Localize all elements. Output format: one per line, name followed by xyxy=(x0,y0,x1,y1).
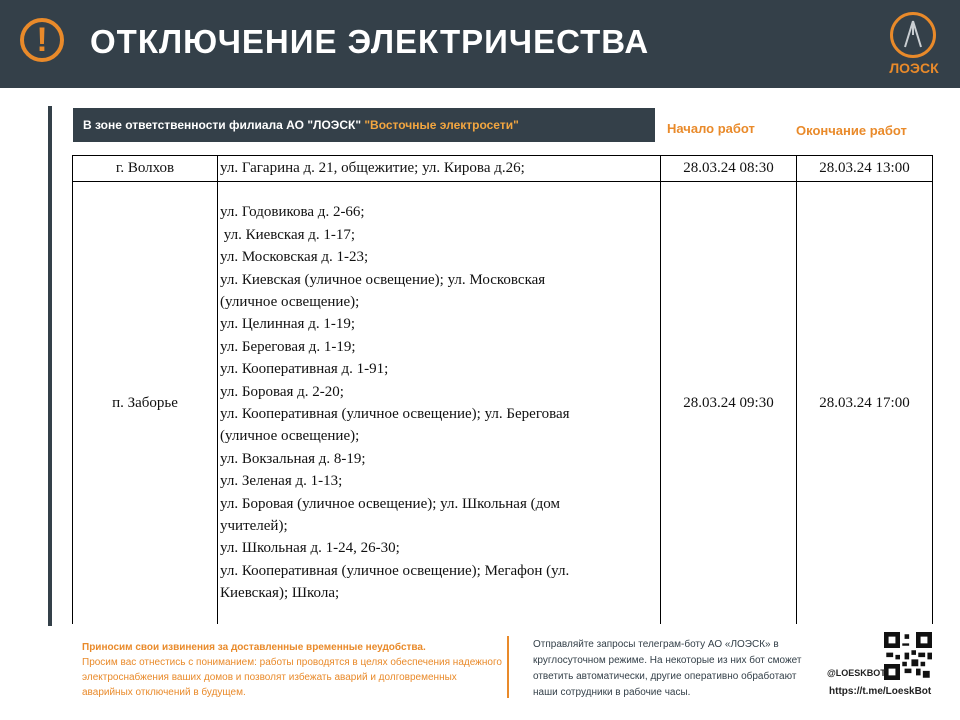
address-line: ул. Гагарина д. 21, общежитие; ул. Кирова д.26; xyxy=(220,160,525,177)
address-line: ул. Зеленая д. 1-13; xyxy=(220,473,343,490)
loesk-logo xyxy=(884,12,944,78)
outage-table xyxy=(72,155,933,624)
address-line: (уличное освещение); xyxy=(220,293,360,310)
logo-emblem-icon xyxy=(890,12,936,58)
address-line: (уличное освещение); xyxy=(220,428,360,445)
left-rule xyxy=(48,106,52,626)
address-line: ул. Московская д. 1-23; xyxy=(220,249,369,266)
header-banner xyxy=(0,0,960,88)
column-header-end: Окончание работ xyxy=(796,123,907,138)
address-cell xyxy=(218,182,661,625)
address-line: ул. Береговая д. 1-19; xyxy=(220,338,356,355)
address-line: учителей); xyxy=(220,518,288,535)
address-line: ул. Боровая (уличное освещение); ул. Школьная (дом xyxy=(220,495,560,512)
locality-cell: п. Заборье xyxy=(73,182,218,625)
address-line: ул. Школьная д. 1-24, 26-30; xyxy=(220,540,400,557)
bot-info: Отправляйте запросы телеграм-боту АО «ЛОЭСК» в круглосуточном режиме. На некоторые из них бот сможет ответить автоматически, другие оперативно обработают наши сотрудники в рабочие часы. xyxy=(533,639,802,698)
address-line: ул. Кооперативная (уличное освещение); Мегафон (ул. xyxy=(220,562,570,579)
alert-glyph: ! xyxy=(36,21,48,59)
address-line: ул. Годовикова д. 2-66; xyxy=(220,204,365,221)
table-row xyxy=(73,156,933,182)
branch-name: "Восточные электросети" xyxy=(364,118,519,132)
end-time-cell: 28.03.24 13:00 xyxy=(797,156,933,182)
address-line: ул. Боровая д. 2-20; xyxy=(220,383,344,400)
page-title: ОТКЛЮЧЕНИЕ ЭЛЕКТРИЧЕСТВА xyxy=(90,23,650,60)
bot-handle: @LOESKBOT xyxy=(827,668,886,678)
address-line: ул. Вокзальная д. 8-19; xyxy=(220,450,366,467)
footer-divider xyxy=(507,636,509,698)
bot-link[interactable]: https://t.me/LoeskBot xyxy=(829,686,932,697)
branch-prefix: В зоне ответственности филиала АО "ЛОЭСК" xyxy=(83,118,362,132)
end-time-cell: 28.03.24 17:00 xyxy=(797,182,933,625)
qr-code-icon[interactable] xyxy=(884,632,932,680)
locality-cell: г. Волхов xyxy=(73,156,218,182)
start-time-cell: 28.03.24 08:30 xyxy=(661,156,797,182)
address-line: Киевская); Школа; xyxy=(220,585,340,602)
address-line: ул. Целинная д. 1-19; xyxy=(220,316,355,333)
address-line: ул. Кооперативная (уличное освещение); ул. Береговая xyxy=(220,406,570,422)
address-cell xyxy=(218,156,661,182)
address-line: ул. Киевская д. 1-17; xyxy=(220,226,356,243)
apology-lead: Приносим свои извинения за доставленные временные неудобства. xyxy=(82,642,426,653)
start-time-cell: 28.03.24 09:30 xyxy=(661,182,797,625)
apology-note xyxy=(82,640,502,700)
table-row xyxy=(73,182,933,625)
logo-text: ЛОЭСК xyxy=(889,60,939,76)
apology-body: Просим вас отнестись с пониманием: работы проводятся в целях обеспечения надежного электроснабжения ваших домов и позволят избежать аварий и долговременных аварийных отключений в будущем. xyxy=(82,657,502,698)
branch-bar xyxy=(73,108,655,142)
address-line: ул. Кооперативная д. 1-91; xyxy=(220,361,389,378)
address-line: ул. Киевская (уличное освещение); ул. Московская xyxy=(220,271,546,288)
column-header-start: Начало работ xyxy=(667,121,755,136)
alert-icon xyxy=(20,18,64,62)
